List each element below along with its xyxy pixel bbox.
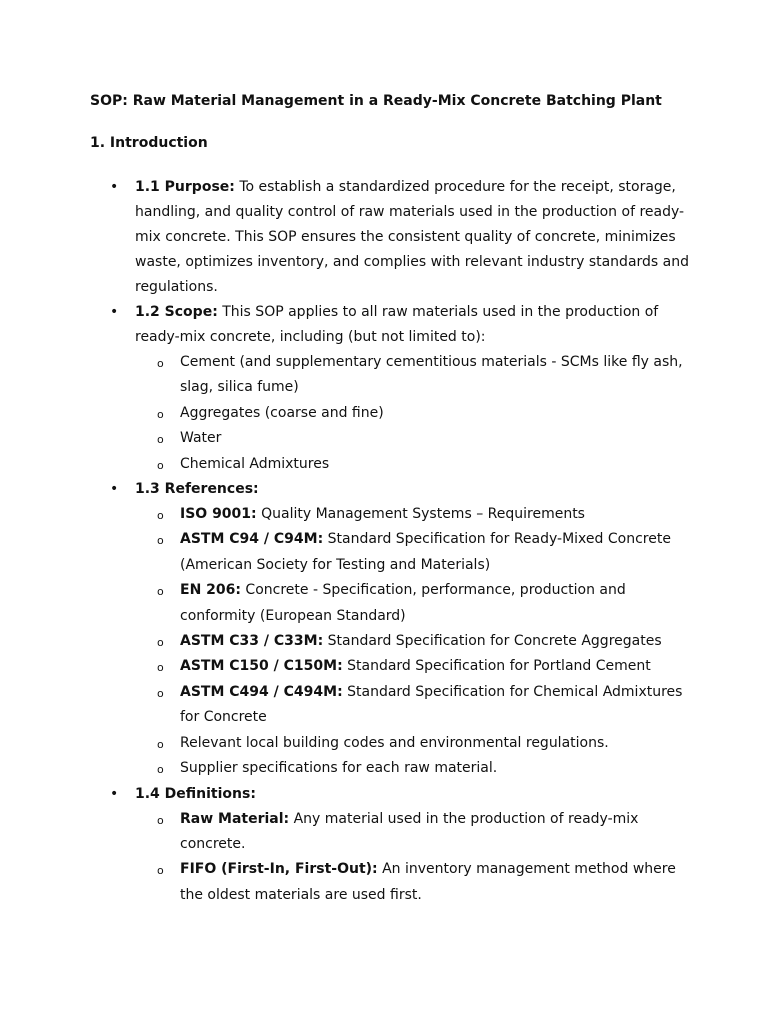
sub-item-content [180, 756, 690, 781]
sub-item-text: Aggregates (coarse and fine) [180, 404, 384, 421]
sub-item-content [180, 857, 690, 908]
sub-list [135, 350, 690, 477]
list-item [90, 175, 690, 300]
sub-list-item [135, 350, 690, 401]
sub-bullet-icon: o [157, 585, 164, 599]
sub-list-item [135, 807, 690, 858]
item-label: 1.1 Purpose: [135, 179, 235, 195]
document-page [90, 91, 690, 908]
sub-bullet-icon: o [157, 407, 164, 421]
sub-item-text: Chemical Admixtures [180, 455, 330, 472]
sub-item-text: Cement (and supplementary cementitious materials - SCMs like fly ash, slag, silica fume) [180, 354, 683, 396]
sub-list [135, 502, 690, 781]
bullet-icon: • [110, 481, 119, 498]
item-text: To establish a standardized procedure for the receipt, storage, handling, and quality control of raw materials used in the production of ready-mix concrete. This SOP ensures the consistent quality of concrete, minimizes waste, optimizes inventory, and complies with relevant industry standards and regulations. [135, 179, 690, 295]
sub-item-label: ASTM C94 / C94M: [180, 531, 324, 548]
section-heading: 1. Introduction [90, 135, 208, 151]
sub-item-text: Any material used in the production of ready-mix concrete. [180, 810, 639, 852]
bullet-icon: • [110, 179, 119, 195]
sub-item-text: Standard Specification for Portland Cement [342, 658, 651, 675]
document-title: SOP: Raw Material Management in a Ready-Mix Concrete Batching Plant [90, 93, 662, 109]
sub-list-item [135, 502, 690, 527]
sub-list-item [135, 452, 690, 477]
list-item [90, 300, 690, 477]
sub-list-item [135, 578, 690, 629]
sub-bullet-icon: o [157, 534, 164, 548]
sub-item-content [180, 426, 690, 451]
sub-item-text: An inventory management method where the oldest materials are used first. [180, 861, 676, 903]
sub-item-content [180, 680, 690, 731]
sub-item-label: Raw Material: [180, 810, 290, 827]
main-list [90, 175, 690, 908]
list-item [90, 782, 690, 909]
sub-item-label: ASTM C494 / C494M: [180, 683, 343, 700]
sub-bullet-icon: o [157, 357, 164, 370]
sub-list-item [135, 426, 690, 451]
sub-bullet-icon: o [157, 661, 164, 675]
sub-item-label: FIFO (First-In, First-Out): [180, 861, 378, 878]
list-item-content [135, 175, 690, 300]
sub-item-content [180, 654, 690, 679]
sub-item-content [180, 578, 690, 629]
sub-list-item [135, 401, 690, 426]
sub-list-item [135, 654, 690, 679]
sub-list-item [135, 857, 690, 908]
sub-bullet-icon: o [157, 458, 164, 472]
list-item [90, 477, 690, 781]
sub-item-content [180, 401, 690, 426]
list-item-content [135, 477, 690, 781]
sub-bullet-icon: o [157, 737, 164, 751]
sub-item-text: Standard Specification for Chemical Admixtures for Concrete [180, 683, 683, 726]
sub-list-item [135, 756, 690, 781]
sub-item-text: Concrete - Specification, performance, production and conformity (European Standard) [180, 582, 626, 624]
sub-bullet-icon: o [157, 636, 164, 650]
item-label: 1.4 Definitions: [135, 785, 256, 802]
sub-item-content [180, 629, 690, 654]
sub-item-content [180, 452, 690, 477]
sub-bullet-icon: o [157, 509, 164, 523]
sub-item-content [180, 731, 690, 756]
sub-item-content [180, 527, 690, 578]
item-label: 1.3 References: [135, 481, 259, 498]
sub-item-content [180, 350, 690, 401]
sub-item-text: Standard Specification for Ready-Mixed Concrete (American Society for Testing and Materials) [180, 531, 671, 573]
sub-bullet-icon: o [157, 433, 164, 447]
sub-item-text: Relevant local building codes and environmental regulations. [180, 734, 609, 751]
bullet-icon: • [110, 304, 119, 320]
sub-item-text: Standard Specification for Concrete Aggregates [323, 633, 662, 650]
list-item-content [135, 782, 690, 909]
sub-item-label: ASTM C33 / C33M: [180, 633, 324, 650]
sub-list [135, 807, 690, 909]
sub-item-label: EN 206: [180, 582, 241, 599]
sub-item-label: ISO 9001: [180, 506, 257, 523]
sub-bullet-icon: o [157, 686, 164, 700]
sub-item-content [180, 807, 690, 858]
sub-list-item [135, 629, 690, 654]
sub-bullet-icon: o [157, 763, 164, 777]
sub-bullet-icon: o [157, 813, 164, 827]
sub-item-text: Quality Management Systems – Requirements [256, 506, 585, 523]
item-text: This SOP applies to all raw materials used in the production of ready-mix concrete, including (but not limited to): [135, 304, 659, 345]
sub-item-text: Supplier specifications for each raw material. [180, 760, 498, 777]
bullet-icon: • [110, 785, 119, 802]
sub-bullet-icon: o [157, 864, 164, 878]
sub-list-item [135, 680, 690, 731]
item-label: 1.2 Scope: [135, 304, 218, 320]
sub-list-item [135, 527, 690, 578]
sub-list-item [135, 731, 690, 756]
list-item-content [135, 300, 690, 477]
sub-item-label: ASTM C150 / C150M: [180, 658, 343, 675]
sub-item-content [180, 502, 690, 527]
sub-item-text: Water [180, 430, 222, 447]
